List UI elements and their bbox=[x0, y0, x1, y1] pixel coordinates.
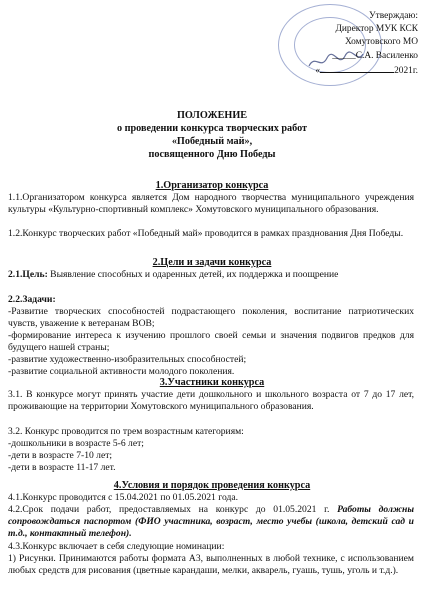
paragraph-label: 2.2.Задачи: bbox=[8, 294, 56, 305]
paragraph: 3.1. В конкурсе могут принять участие дети дошкольного и школьного возраста от 7 до 17 лет, проживающие на территории Хомутовского муниципального образования. bbox=[8, 389, 414, 413]
approval-block bbox=[268, 10, 418, 78]
section-heading: 3.Участники конкурса bbox=[159, 377, 265, 388]
approval-line: Хомутовского МО bbox=[344, 37, 418, 48]
list-item: -развитие художественно-изобразительных способностей; bbox=[8, 354, 247, 365]
date-blank bbox=[320, 63, 394, 73]
list-item: -дети в возрасте 7-10 лет; bbox=[8, 450, 113, 461]
list-item: -развитие социальной активности молодого поколения. bbox=[8, 366, 235, 377]
paragraph: 2.1.Цель: Выявление способных и одаренных детей, их поддержка и поощрение bbox=[8, 269, 339, 280]
paragraph: 4.1.Конкурс проводится с 15.04.2021 по 01.05.2021 года. bbox=[8, 492, 239, 503]
list-item: -дети в возрасте 11-17 лет. bbox=[8, 462, 116, 473]
paragraph: 1.1.Организатором конкурса является Дом народного творчества муниципального учреждения культуры «Культурно-спортивный комплекс» Хомутовского муниципального образования. bbox=[8, 192, 414, 216]
paragraph: 1.2.Конкурс творческих работ «Победный май» проводится в рамках празднования Дня Победы. bbox=[8, 228, 404, 239]
list-item: -Развитие творческих способностей подрастающего поколения, воспитание патриотических чувств, уважение к ветеранам ВОВ; bbox=[8, 306, 414, 330]
list-item: -формирование интереса к изучению прошлого своей семьи и значения подвигов предков для будущего нашей страны; bbox=[8, 330, 414, 354]
paragraph: 1) Рисунки. Принимаются работы формата А3, выполненных в любой технике, с использованием любых средств для рисования (цветные карандаши, мелки, акварель, гуашь, тушь, уголь и т.д.). bbox=[8, 553, 414, 577]
approval-line: _____С.А. Василенко bbox=[332, 50, 418, 61]
paragraph: 4.3.Конкурс включает в себя следующие номинации: bbox=[8, 541, 225, 552]
paragraph: 3.2. Конкурс проводится по трем возрастным категориям: bbox=[8, 426, 244, 437]
section-heading: 1.Организатор конкурса bbox=[155, 180, 269, 191]
list-item: -дошкольники в возрасте 5-6 лет; bbox=[8, 438, 144, 449]
section-heading: 4.Условия и порядок проведения конкурса bbox=[113, 480, 311, 491]
approval-line: Утверждаю: bbox=[369, 11, 418, 21]
paragraph: 4.2.Срок подачи работ, предоставляемых на конкурс до 01.05.2021 г. Работы должны сопровождаться паспортом (ФИО участника, возраст, место учебы (школа, детский сад и т.д., контактный телефон). bbox=[8, 504, 414, 540]
document-title: ПОЛОЖЕНИЕ о проведении конкурса творческих работ «Победный май», посвященного Дню Победы bbox=[116, 110, 308, 160]
approval-line: Директор МУК КСК bbox=[335, 24, 418, 35]
approval-date: « 2021г. bbox=[268, 63, 418, 78]
section-heading: 2.Цели и задачи конкурса bbox=[152, 257, 272, 268]
